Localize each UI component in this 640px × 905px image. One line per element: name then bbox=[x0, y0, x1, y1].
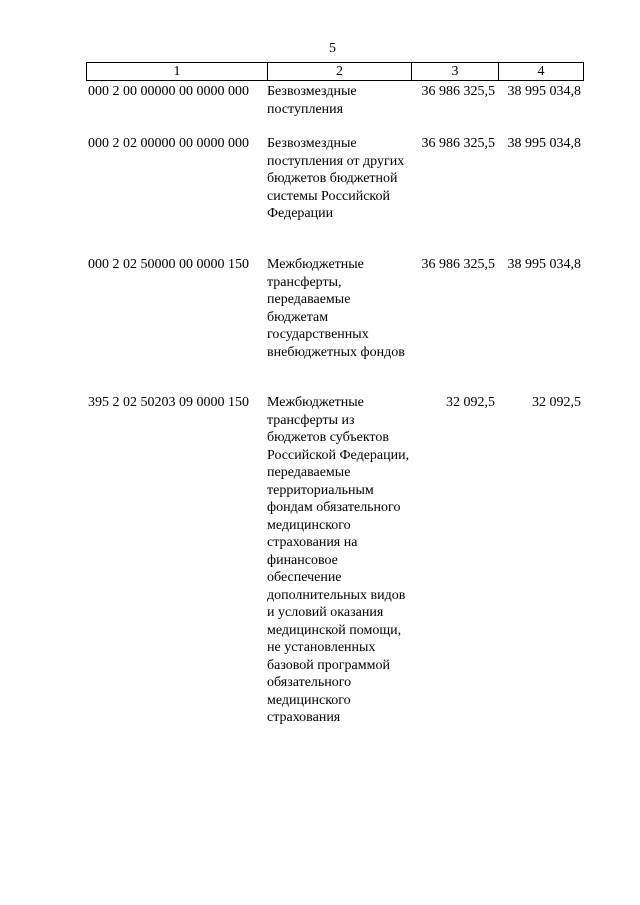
row-description: Межбюджетные трансферты из бюджетов субъектов Российской Федерации, передаваемые территориальным фондам обязательного медицинского страхования на финансовое обеспечение дополнительных видов и условий оказания медицинской помощи, не установленных базовой программой обязательного медицинского страхования bbox=[267, 395, 410, 725]
page-number: 5 bbox=[329, 41, 336, 56]
column-header-1: 1 bbox=[87, 63, 268, 81]
row-description: Межбюджетные трансферты, передаваемые бюджетам государственных внебюджетных фондов bbox=[267, 257, 405, 360]
row-value-col3: 36 986 325,5 bbox=[421, 257, 495, 272]
column-header-4: 4 bbox=[499, 63, 584, 81]
column-header-table bbox=[86, 62, 584, 81]
row-code: 000 2 00 00000 00 0000 000 bbox=[88, 84, 249, 99]
row-value-col4: 32 092,5 bbox=[532, 395, 581, 410]
column-header-row bbox=[87, 63, 584, 81]
row-value-col3: 36 986 325,5 bbox=[421, 84, 495, 99]
column-header-3: 3 bbox=[412, 63, 499, 81]
row-value-col3: 32 092,5 bbox=[446, 395, 495, 410]
row-value-col3: 36 986 325,5 bbox=[421, 136, 495, 151]
row-description: Безвозмездные поступления bbox=[267, 84, 357, 117]
row-code: 395 2 02 50203 09 0000 150 bbox=[88, 395, 249, 410]
row-value-col4: 38 995 034,8 bbox=[507, 136, 581, 151]
row-code: 000 2 02 00000 00 0000 000 bbox=[88, 136, 249, 151]
row-value-col4: 38 995 034,8 bbox=[507, 257, 581, 272]
column-header-2: 2 bbox=[268, 63, 412, 81]
row-code: 000 2 02 50000 00 0000 150 bbox=[88, 257, 249, 272]
row-description: Безвозмездные поступления от других бюджетов бюджетной системы Российской Федерации bbox=[267, 136, 405, 221]
row-value-col4: 38 995 034,8 bbox=[507, 84, 581, 99]
